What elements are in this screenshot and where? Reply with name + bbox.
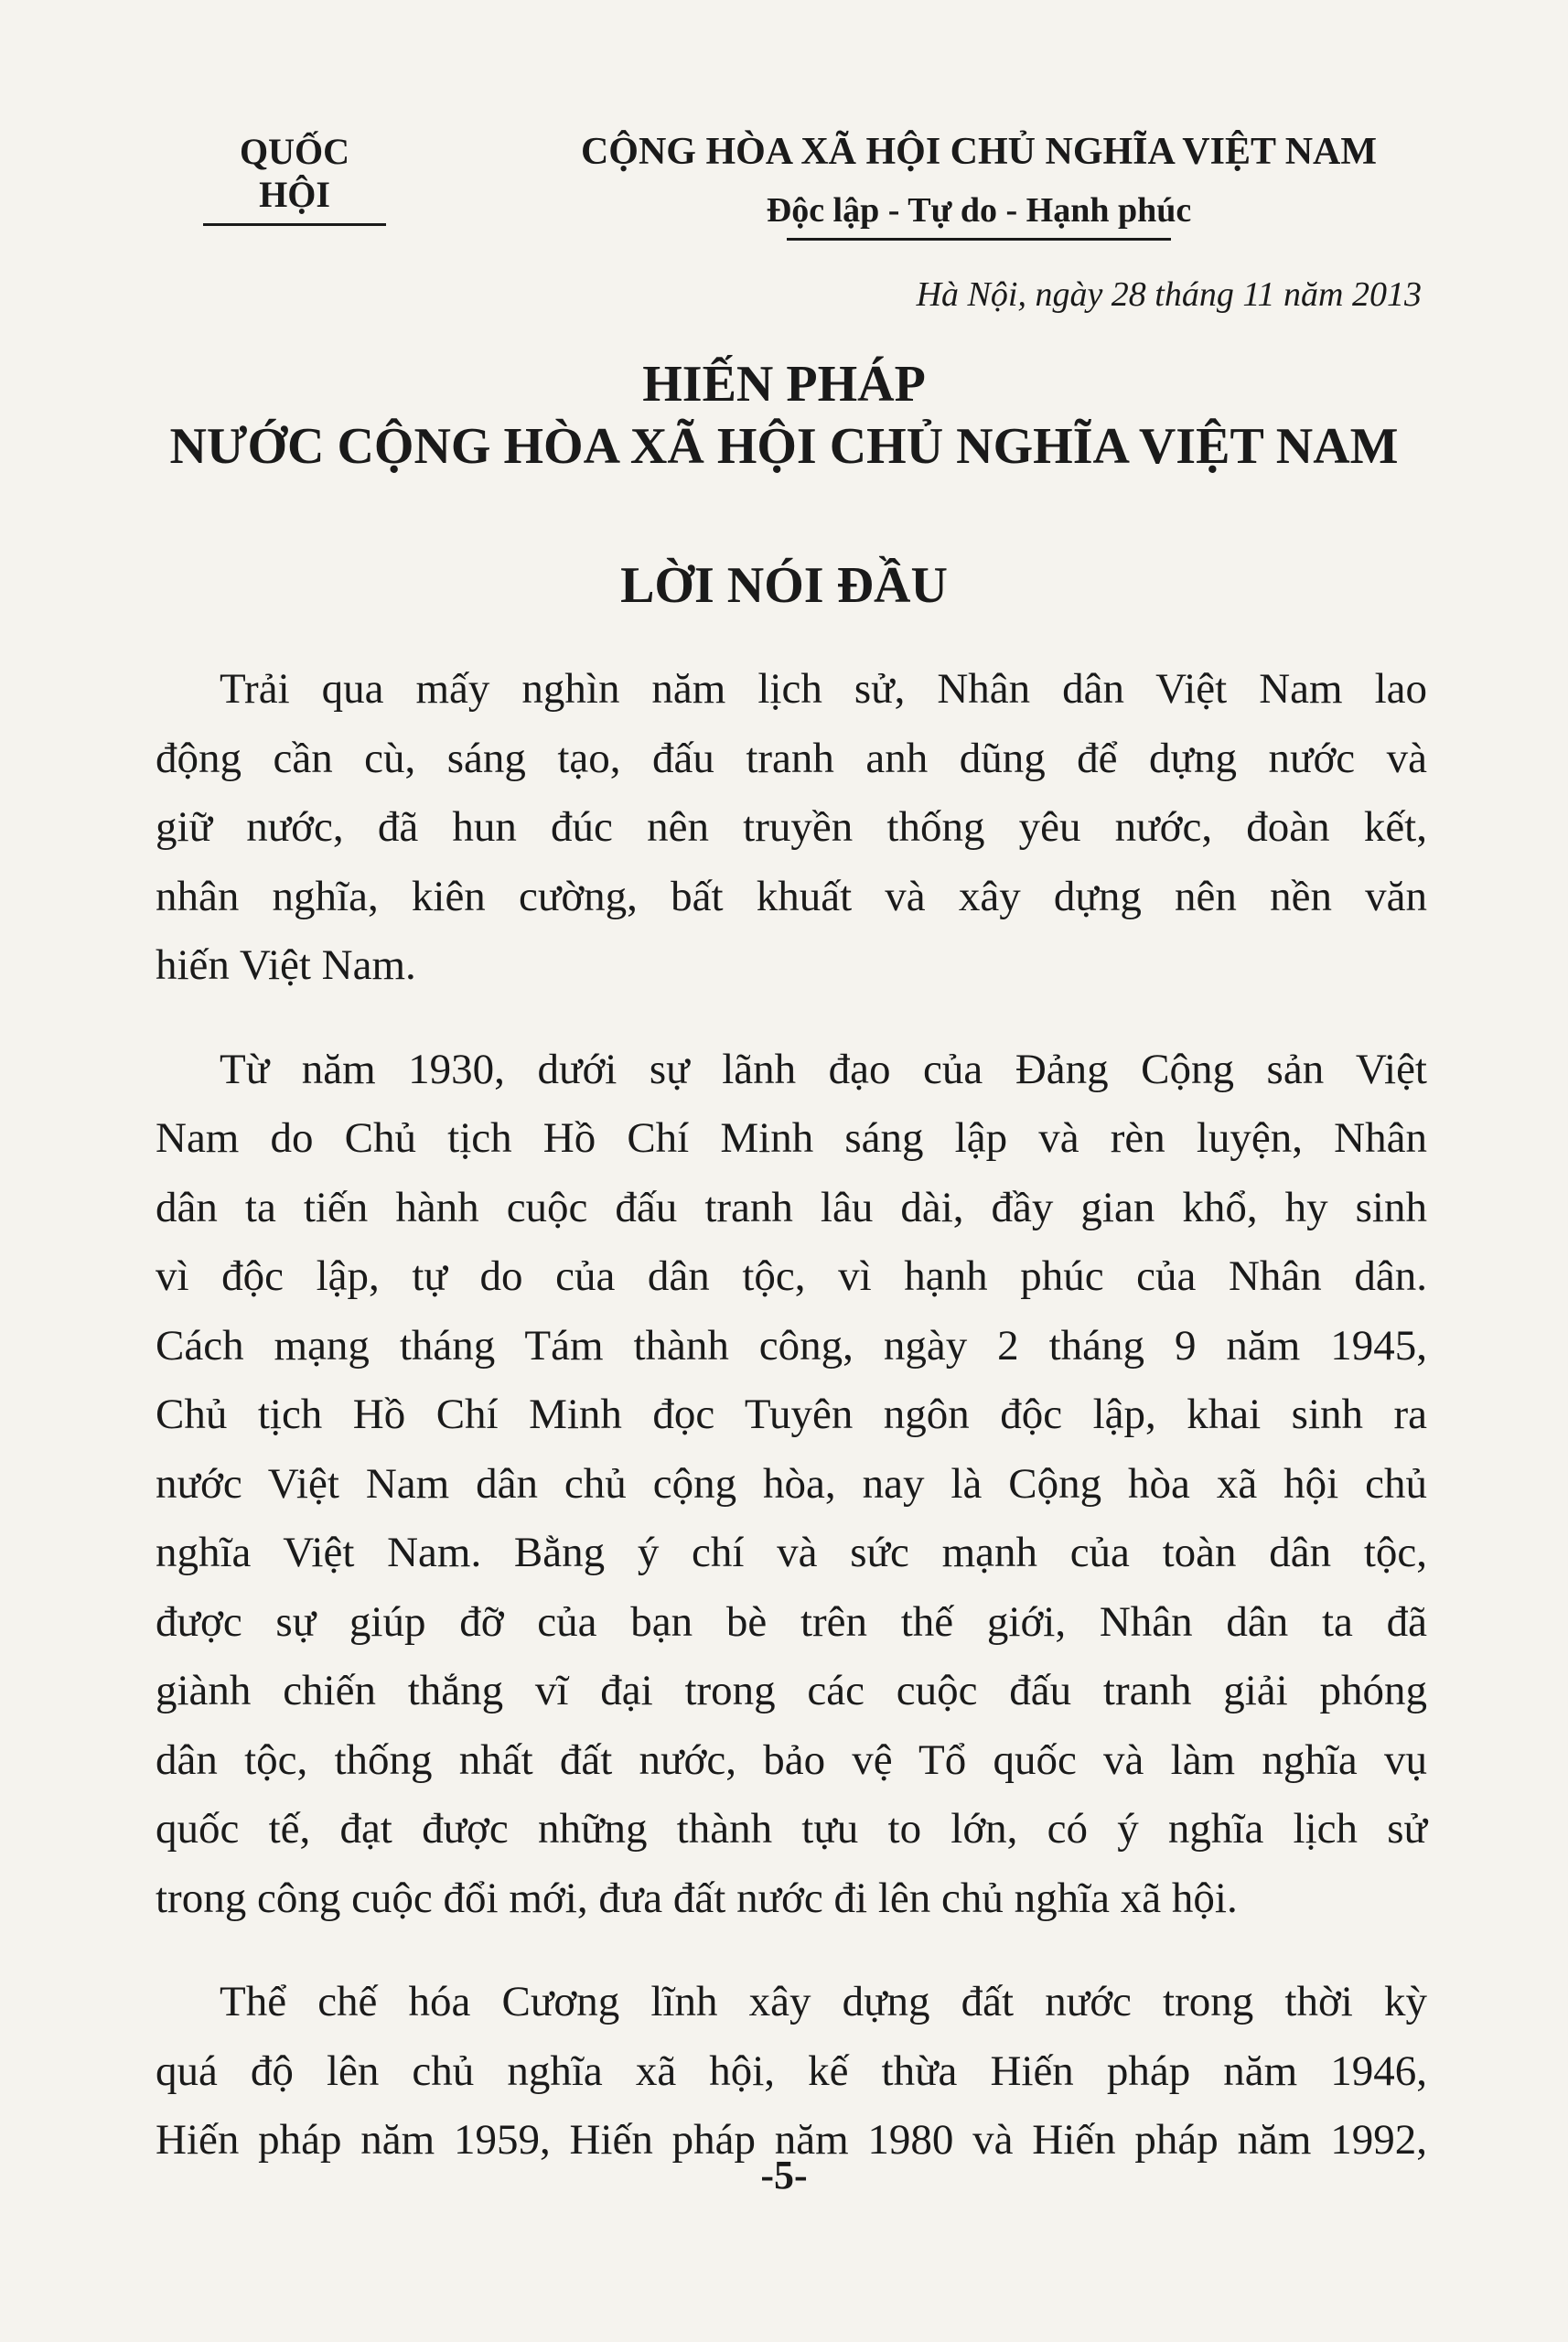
text-line: Chủ tịch Hồ Chí Minh đọc Tuyên ngôn độc lập, khai sinh ra (156, 1391, 1427, 1438)
page-number: -5- (760, 2153, 808, 2197)
text-line: Thể chế hóa Cương lĩnh xây dựng đất nước trong thời kỳ (220, 1978, 1427, 2025)
text-line: quá độ lên chủ nghĩa xã hội, kế thừa Hiến pháp năm 1946, (156, 2047, 1427, 2095)
text-line: Cách mạng tháng Tám thành công, ngày 2 tháng 9 năm 1945, (156, 1321, 1427, 1370)
paragraph (156, 1968, 1427, 2175)
organization-name: QUỐC HỘI (240, 131, 349, 215)
issuing-organization (203, 130, 386, 226)
paragraph (156, 1036, 1427, 1934)
text-line: giành chiến thắng vĩ đại trong các cuộc đấu tranh giải phóng (156, 1667, 1427, 1714)
text-line: động cần cù, sáng tạo, đấu tranh anh dũng để dựng nước và (156, 734, 1427, 782)
preamble-body (156, 655, 1427, 2175)
text-line: Nam do Chủ tịch Hồ Chí Minh sáng lập và rèn luyện, Nhân (156, 1114, 1427, 1162)
text-line: quốc tế, đạt được những thành tựu to lớn, có ý nghĩa lịch sử (156, 1805, 1427, 1853)
text-line: nghĩa Việt Nam. Bằng ý chí và sức mạnh của toàn dân tộc, (156, 1529, 1427, 1576)
text-line: vì độc lập, tự do của dân tộc, vì hạnh phúc của Nhân dân. (156, 1252, 1427, 1300)
text-line: Hiến pháp năm 1959, Hiến pháp năm 1980 và Hiến pháp năm 1992, (156, 2116, 1427, 2164)
text-line: nhân nghĩa, kiên cường, bất khuất và xây dựng nên nền văn (156, 872, 1427, 920)
organization-underline (203, 223, 386, 226)
section-title: LỜI NÓI ĐẦU (620, 557, 948, 614)
paragraph (156, 655, 1427, 1001)
text-line: hiến Việt Nam. (156, 941, 416, 989)
motto-underline (787, 238, 1171, 241)
text-line: giữ nước, đã hun đúc nên truyền thống yêu nước, đoàn kết, (156, 803, 1427, 851)
date-line: Hà Nội, ngày 28 tháng 11 năm 2013 (916, 275, 1422, 314)
national-header (540, 130, 1418, 241)
text-line: Trải qua mấy nghìn năm lịch sử, Nhân dân Việt Nam lao (220, 665, 1427, 713)
document-subtitle: NƯỚC CỘNG HÒA XÃ HỘI CHỦ NGHĨA VIỆT NAM (169, 418, 1399, 475)
national-motto: Độc lập - Tự do - Hạnh phúc (766, 191, 1192, 230)
text-line: Từ năm 1930, dưới sự lãnh đạo của Đảng Cộng sản Việt (220, 1045, 1427, 1093)
document-title: HIẾN PHÁP (642, 356, 926, 413)
text-line: dân ta tiến hành cuộc đấu tranh lâu dài, đầy gian khổ, hy sinh (156, 1183, 1427, 1231)
nation-name: CỘNG HÒA XÃ HỘI CHỦ NGHĨA VIỆT NAM (580, 131, 1378, 173)
paragraph-gap (156, 1001, 1427, 1036)
text-line: nước Việt Nam dân chủ cộng hòa, nay là Cộng hòa xã hội chủ (156, 1459, 1427, 1508)
text-line: được sự giúp đỡ của bạn bè trên thế giới, Nhân dân ta đã (156, 1597, 1427, 1646)
text-line: dân tộc, thống nhất đất nước, bảo vệ Tổ quốc và làm nghĩa vụ (156, 1735, 1427, 1784)
paragraph-gap (156, 1933, 1427, 1968)
text-line: trong công cuộc đổi mới, đưa đất nước đi lên chủ nghĩa xã hội. (156, 1874, 1238, 1922)
